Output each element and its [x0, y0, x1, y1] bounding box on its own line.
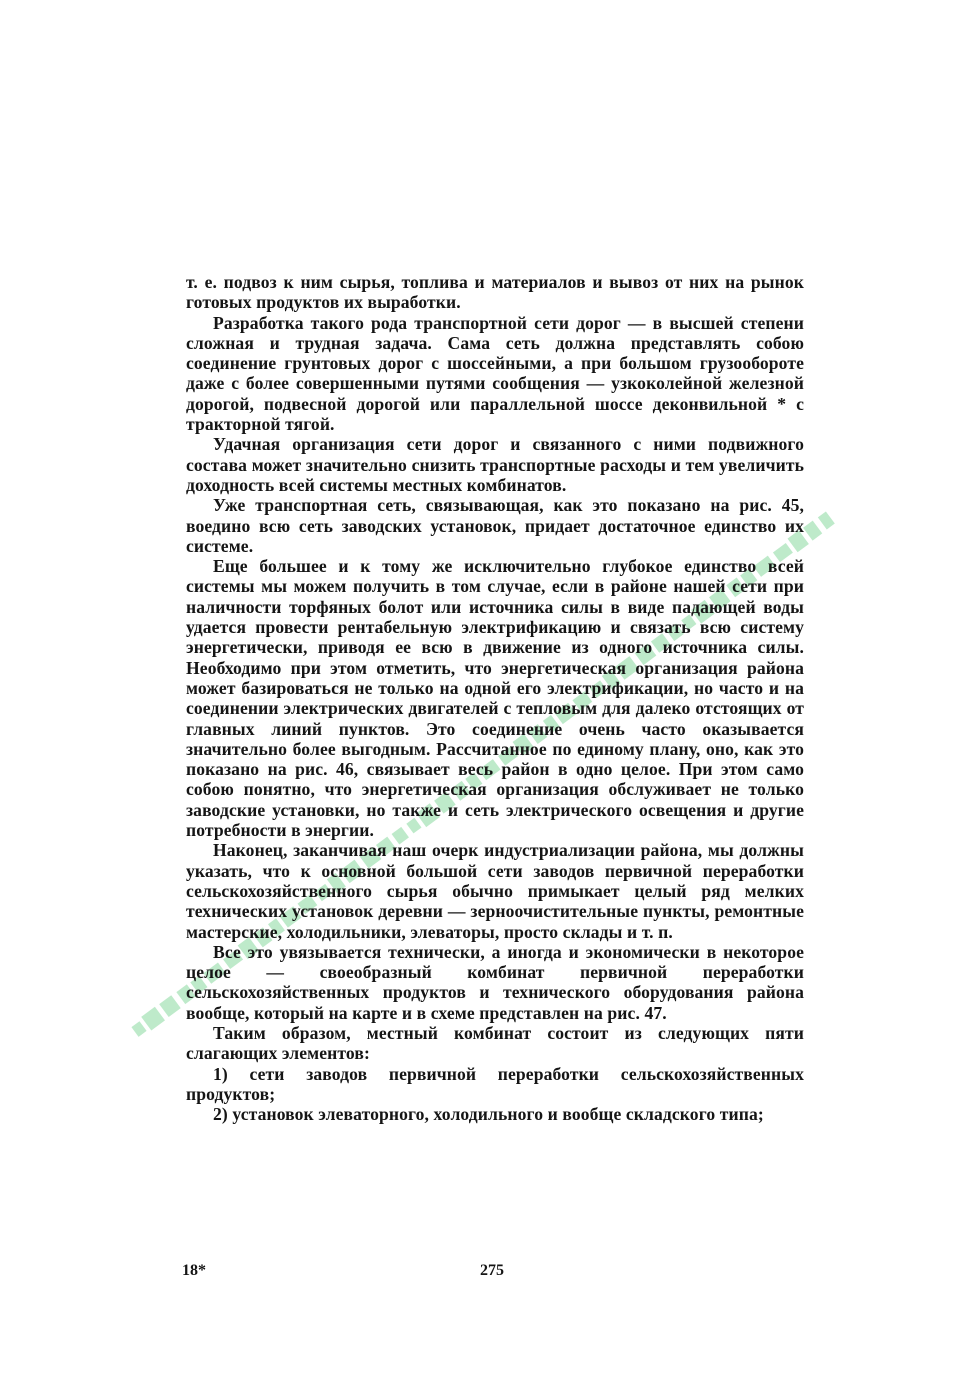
- watermark-block: [131, 1021, 146, 1037]
- watermark-block: [803, 521, 822, 541]
- paragraph-7: Все это увязывается технически, а иногда и экономически в некоторое целое — своеобразный комбинат первичной переработки сельскохозяйственных продуктов и технического оборудования района вообще, который на карте и в схеме представлен на рис. 47.: [186, 941, 804, 1023]
- paragraph-8: Таким образом, местный комбинат состоит из следующих пяти слагающих элементов:: [186, 1022, 804, 1064]
- page-number: 275: [480, 1262, 504, 1279]
- body-text: [186, 272, 804, 1124]
- page-footer: [182, 1262, 808, 1286]
- paragraph-4: Уже транспортная сеть, связывающая, как это показано на рис. 45, воедино всю сеть заводских установок, придает достаточное единство их системе.: [186, 495, 804, 556]
- paragraph-3: Удачная организация сети дорог и связанного с ними подвижного состава может значительно снизить транспортные расходы и тем увеличить доходность всей системы местных комбинатов.: [186, 434, 804, 495]
- list-item-1: 1) сети заводов первичной переработки сельскохозяйственных продуктов;: [186, 1063, 804, 1104]
- paragraph-2: Разработка такого рода транспортной сети дорог — в высшей степени сложная и трудная задача. Сама сеть должна представлять собою соединение грунтовых дорог с шоссейными, а при большом грузообороте даже с более совершенными путями сообщения — узкоколейной железной дорогой, подвесной дорогой или параллельной шоссе деконвильной * с тракторной тягой.: [186, 312, 804, 435]
- watermark-block: [159, 995, 181, 1017]
- signature-mark: 18*: [182, 1262, 206, 1279]
- paragraph-1: т. е. подвоз к ним сырья, топлива и материалов и вывоз от них на рынок готовых продуктов их выработки.: [186, 272, 804, 313]
- watermark-block: [818, 511, 835, 529]
- list-item-2: 2) установок элеваторного, холодильного и вообще складского типа;: [213, 1104, 764, 1125]
- watermark-block: [141, 1007, 165, 1031]
- paragraph-5: Еще большее и к тому же исключительно глубокое единство всей системы мы можем получить в том случае, если в районе нашей сети при наличности торфяных болот или источника силы в виде падающей воды удается провести рентабельную электрификацию и связать всю систему энергетически, приводя ее всю в движение из одного источника силы. Необходимо при этом отметить, что энергетическая организация района может базироваться не только на одной его электрификации, но часто и на соединении электрических двигателей с тепловым для далеко отстоящих от главных линий пунктов. Это соединение очень часто оказывается значительно более выгодным. Рассчитанное по единому плану, оно, как это показано на рис. 46, связывает весь район в одно целое. При этом само собою понятно, что энергетическая организация обслуживает не только заводские установки, но также и сеть электрического освещения и другие потребности в энергии.: [186, 556, 804, 841]
- paragraph-6: Наконец, заканчивая наш очерк индустриализации района, мы должны указать, что к основной большой сети заводов первичной переработки сельскохозяйственного сырья обычно примыкает целый ряд мелких технических установок деревни — зерноочистительные пункты, ремонтные мастерские, холодильники, элеваторы, просто склады и т. п.: [186, 840, 804, 942]
